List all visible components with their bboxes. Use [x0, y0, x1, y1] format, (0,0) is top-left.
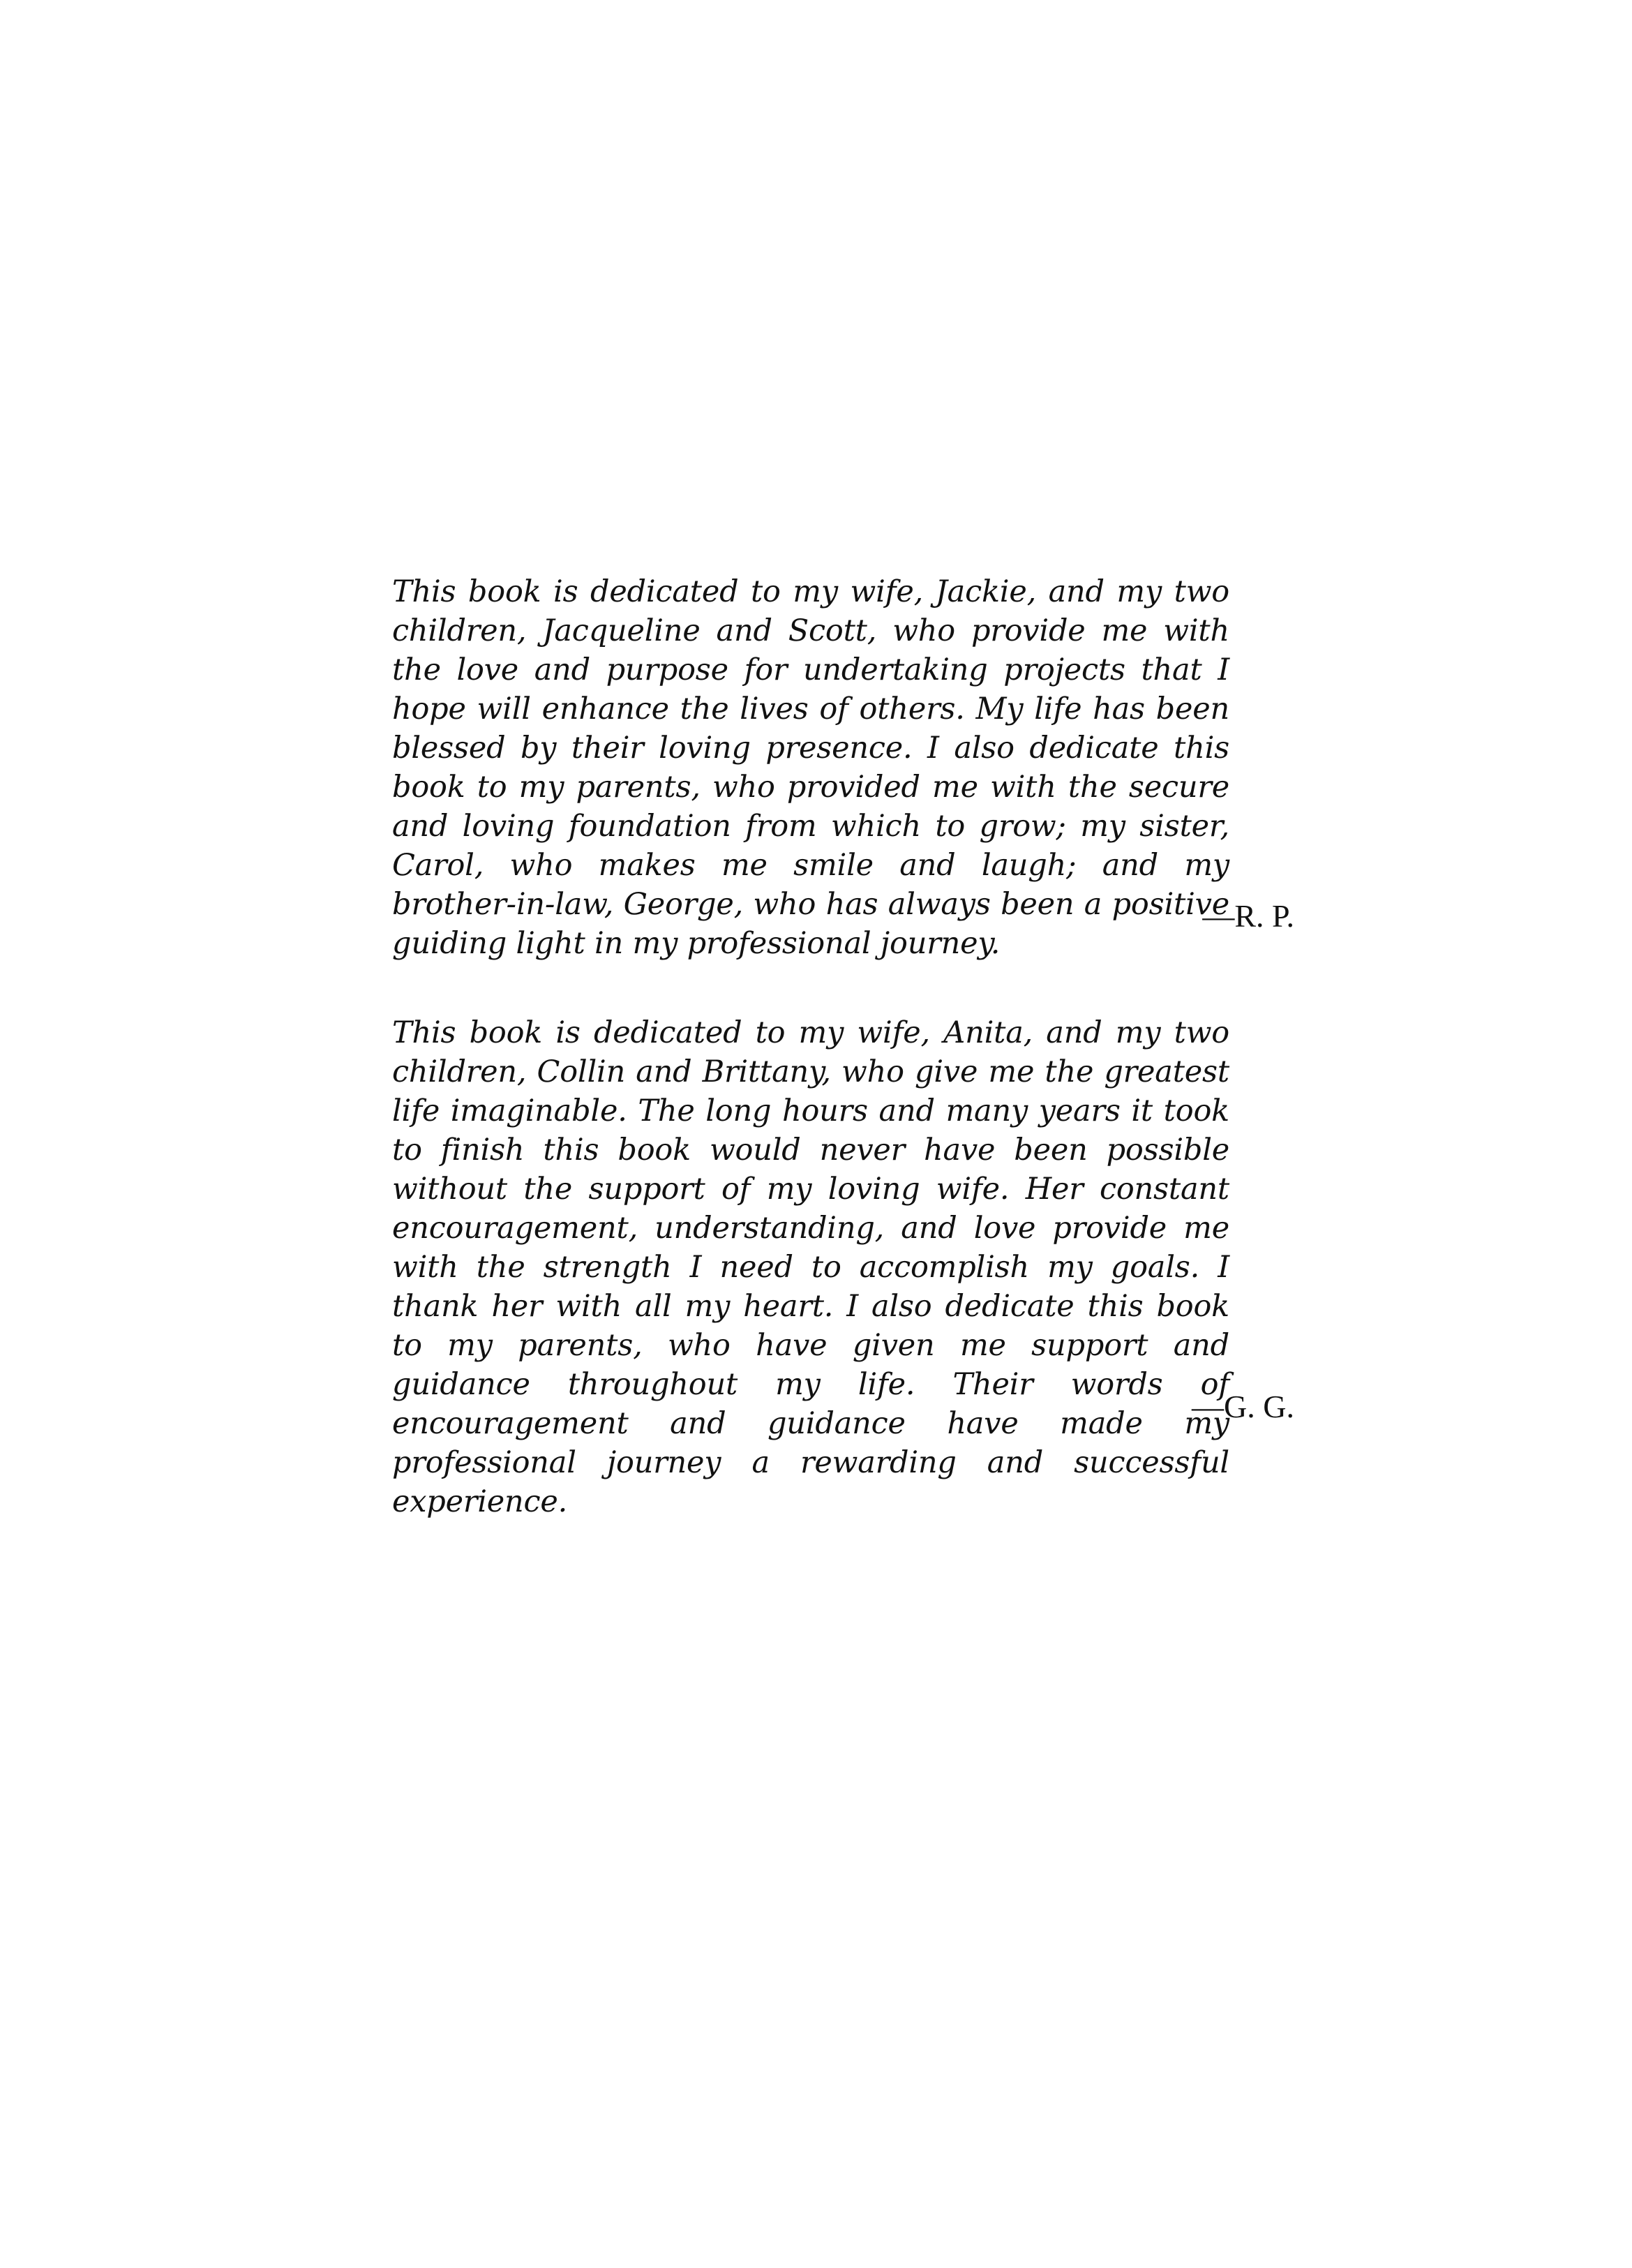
dedication-paragraph-gg: This book is dedicated to my wife, Anita, and my two children, Collin and Brittany, who give me the greatest life imaginable. The long hours and many years it took to finish this book would never have been possible without the support of my loving wife. Her constant encouragement, understanding, and love provide me with the strength I need to accomplish my goals. I thank her with all my heart. I also dedicate this book to my parents, who have given me support and guidance throughout my life. Their words of encouragement and guidance have made my professional journey a rewarding and successful experience.: [392, 1015, 1229, 1519]
signature-rp: —R. P.: [1202, 898, 1294, 934]
dedication-paragraph-rp: This book is dedicated to my wife, Jackie, and my two children, Jacqueline and Scott, who provide me with the love and purpose for undertaking projects that I hope will enhance the lives of others. My life has been blessed by their loving presence. I also dedicate this book to my parents, who provided me with the secure and loving foundation from which to grow; my sister, Carol, who makes me smile and laugh; and my brother-in-law, George, who has always been a positive guiding light in my professional journey.: [392, 574, 1229, 961]
signature-gg: —G. G.: [1192, 1389, 1294, 1424]
